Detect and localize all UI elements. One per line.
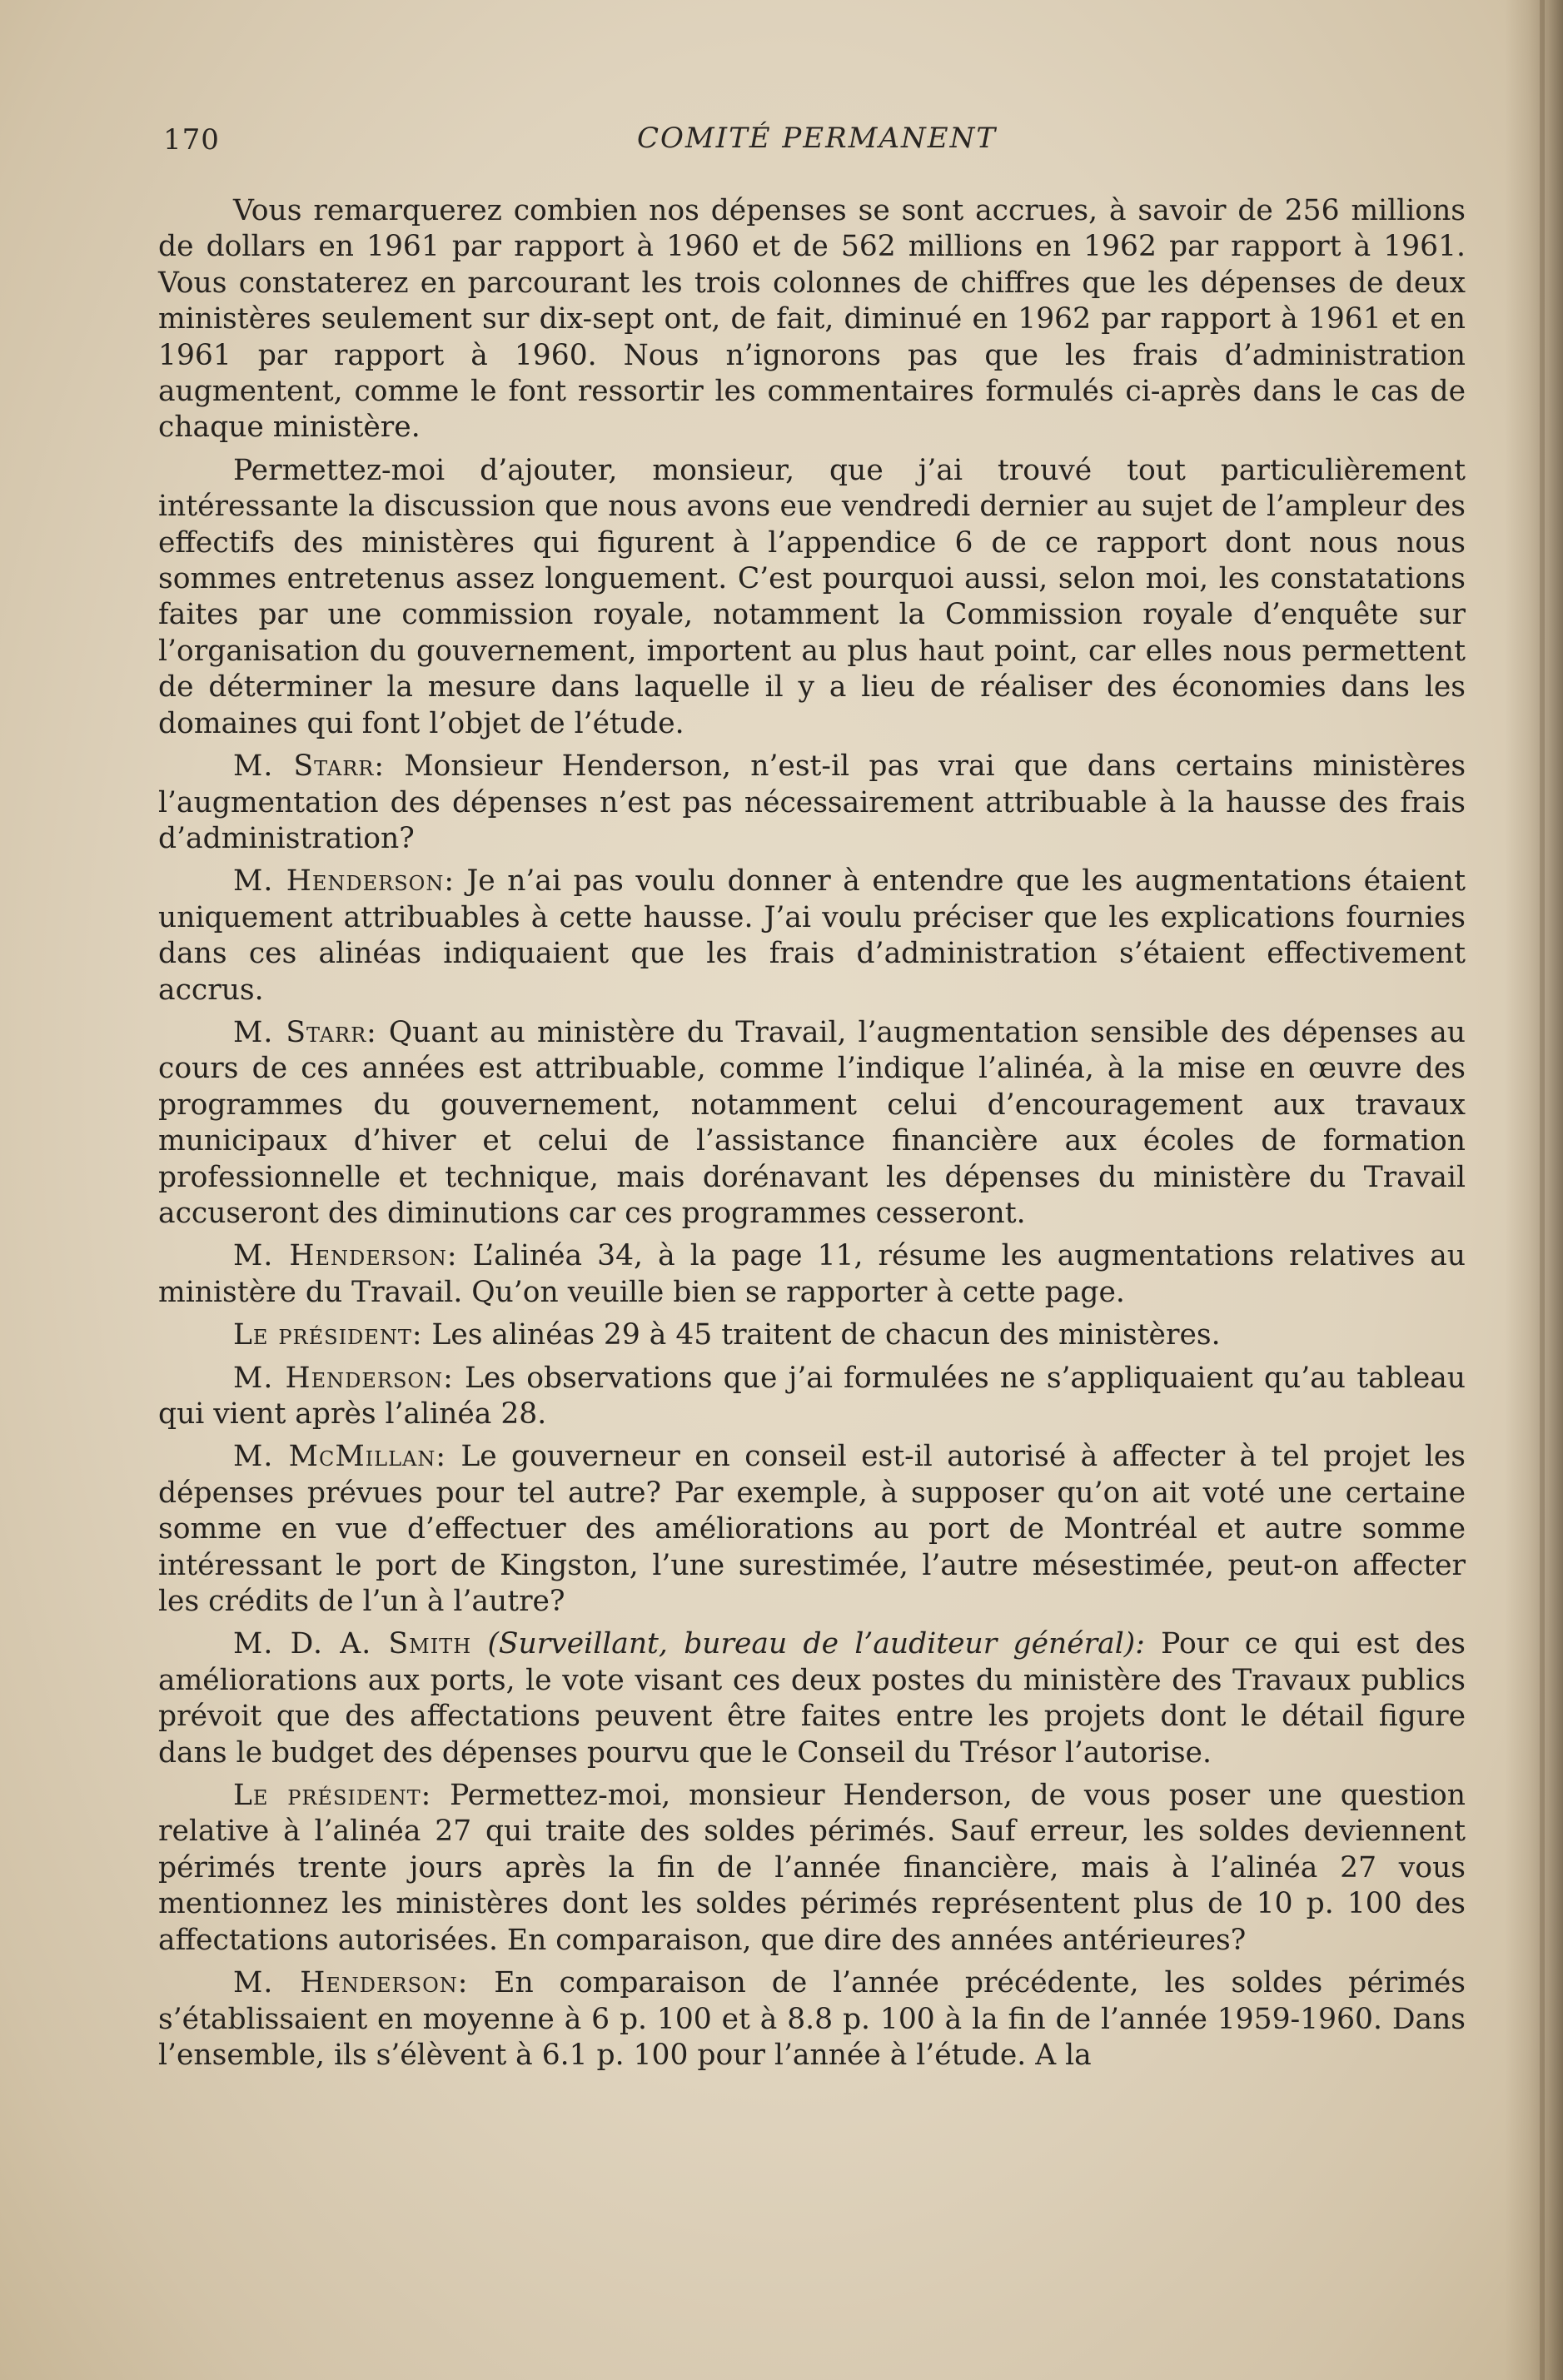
paragraph-text: Quant au ministère du Travail, l’augmentation sensible des dépenses au cours de ces années est attribuable, comme l’indique l’alinéa, à la mise en œuvre des programmes du gouvernement, notamment celui d’encouragement aux travaux municipaux d’hiver et celui de l’assistance financière aux écoles de formation professionnelle et technique, mais dorénavant les dépenses du ministère du Travail accuseront des diminutions car ces programmes cesseront. [158,1015,1466,1230]
paragraph [158,1439,1466,1620]
paragraph [158,193,1466,446]
paragraph-text: Permettez-moi d’ajouter, monsieur, que j’ai trouvé tout particulièrement intéressante la discussion que nous avons eue vendredi dernier au sujet de l’ampleur des effectifs des ministères qui figurent à l’appendice 6 de ce rapport dont nous nous sommes entretenus assez longuement. C’est pourquoi aussi, selon moi, les constatations faites par une commission royale, notamment la Commission royale d’enquête sur l’organisation du gouvernement, importent au plus haut point, car elles nous permettent de déterminer la mesure dans laquelle il y a lieu de réaliser des économies dans les domaines qui font l’objet de l’étude. [158,453,1466,740]
speaker-name: M. D. A. Smith [233,1627,472,1661]
paragraph [158,1361,1466,1433]
speaker-name: M. Starr: [233,1015,377,1049]
speaker-name: M. Starr: [233,749,385,784]
speaker-name: Le président: [233,1779,432,1813]
body-text [158,193,1466,2080]
page-number: 170 [163,123,220,157]
speaker-name: M. Henderson: [233,1239,458,1273]
paragraph-text: Permettez-moi, monsieur Henderson, de vous poser une question relative à l’alinéa 27 qui traite des soldes périmés. Sauf erreur, les soldes deviennent périmés trente jours après la fin de l’année financière, mais à l’alinéa 27 vous mentionnez les ministères dont les soldes périmés représentent plus de 10 p. 100 des affectations autorisées. En comparaison, que dire des années antérieures? [158,1779,1466,1957]
speaker-name: Le président: [233,1318,423,1352]
running-title: COMITÉ PERMANENT [636,122,998,155]
speaker-name: M. Henderson: [233,864,455,899]
speaker-name: M. McMillan: [233,1440,446,1474]
paragraph [158,1778,1466,1959]
paragraph [158,1965,1466,2074]
paragraph-text: Pour ce qui est des améliorations aux ports, le vote visant ces deux postes du ministère des Travaux publics prévoit que des affectations peuvent être faites entre les projets dont le détail figure dans le budget des dépenses pourvu que le Conseil du Trésor l’autorise. [158,1627,1466,1770]
paragraph-text: En comparaison de l’année précédente, les soldes périmés s’établissaient en moyenne à 6 p. 100 et à 8.8 p. 100 à la fin de l’année 1959-1960. Dans l’ensemble, ils s’élèvent à 6.1 p. 100 pour l’année à l’étude. A la [158,1966,1466,2072]
paragraph-text: Monsieur Henderson, n’est-il pas vrai que dans certains ministères l’augmentation des dépenses n’est pas nécessairement attribuable à la hausse des frais d’administration? [158,749,1466,855]
paragraph [158,1317,1466,1353]
paragraph-text: Les observations que j’ai formulées ne s’appliquaient qu’au tableau qui vient après l’alinéa 28. [158,1361,1466,1431]
paragraph [158,1626,1466,1771]
paragraph-text: Je n’ai pas voulu donner à entendre que les augmentations étaient uniquement attribuables à cette hausse. J’ai voulu préciser que les explications fournies dans ces alinéas indiquaient que les frais d’administration s’étaient effectivement accrus. [158,864,1466,1007]
paragraph-text: Les alinéas 29 à 45 traitent de chacun des ministères. [431,1318,1221,1352]
speaker-role: (Surveillant, bureau de l’auditeur général): [487,1627,1145,1661]
paragraph [158,453,1466,742]
paragraph-text: L’alinéa 34, à la page 11, résume les augmentations relatives au ministère du Travail. Qu’on veuille bien se rapporter à cette page. [158,1239,1466,1309]
page-edge-shadow [1505,0,1563,2380]
paragraph [158,1238,1466,1311]
paragraph-text: Le gouverneur en conseil est-il autorisé à affecter à tel projet les dépenses prévues pour tel autre? Par exemple, à supposer qu’on ait voté une certaine somme en vue d’effectuer des améliorations au port de Montréal et autre somme intéressant le port de Kingston, l’une surestimée, l’autre mésestimée, peut-on affecter les crédits de l’un à l’autre? [158,1440,1466,1619]
paragraph-text: Vous remarquerez combien nos dépenses se sont accrues, à savoir de 256 millions de dollars en 1961 par rapport à 1960 et de 562 millions en 1962 par rapport à 1961. Vous constaterez en parcourant les trois colonnes de chiffres que les dépenses de deux ministères seulement sur dix-sept ont, de fait, diminué en 1962 par rapport à 1961 et en 1961 par rapport à 1960. Nous n’ignorons pas que les frais d’administration augmentent, comme le font ressortir les commentaires formulés ci-après dans le cas de chaque ministère. [158,194,1466,445]
paragraph [158,1015,1466,1232]
page-edge-line [1540,0,1545,2380]
speaker-name: M. Henderson: [233,1966,469,2000]
paragraph [158,864,1466,1008]
paragraph [158,749,1466,857]
speaker-name: M. Henderson: [233,1361,454,1395]
page-header [163,115,1471,165]
